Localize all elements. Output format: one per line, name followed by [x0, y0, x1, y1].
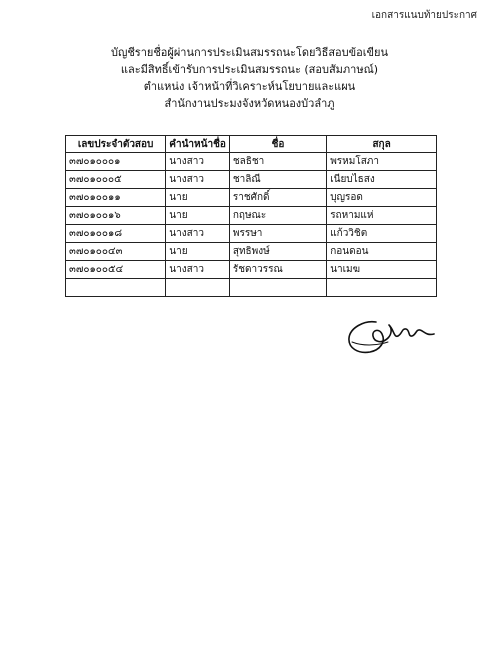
first-name-cell: พรรษา — [229, 225, 326, 243]
surname-cell: กอนดอน — [327, 243, 437, 261]
table-row — [66, 153, 437, 171]
column-header-exam-id: เลขประจำตัวสอบ — [66, 136, 166, 153]
exam-id-cell: ๓๗๐๑๐๐๑๘ — [66, 225, 166, 243]
first-name-cell: รัชดาวรรณ — [229, 261, 326, 279]
document-heading — [0, 44, 499, 112]
title-cell: นางสาว — [166, 261, 230, 279]
exam-id-cell: ๓๗๐๑๐๐๑๖ — [66, 207, 166, 225]
surname-cell: พรหมโสภา — [327, 153, 437, 171]
column-header-surname: สกุล — [327, 136, 437, 153]
table-row — [66, 189, 437, 207]
table-row — [66, 171, 437, 189]
title-cell: นางสาว — [166, 153, 230, 171]
first-name-cell: สุทธิพงษ์ — [229, 243, 326, 261]
table-row-empty — [66, 279, 437, 297]
attachment-note: เอกสารแนบท้ายประกาศ — [371, 10, 477, 21]
first-name-cell: ราชศักดิ์ — [229, 189, 326, 207]
surname-cell: นาเมฆ — [327, 261, 437, 279]
title-cell: นาย — [166, 243, 230, 261]
table-header-row — [66, 136, 437, 153]
title-line-1: บัญชีรายชื่อผู้ผ่านการประเมินสมรรถนะโดยวิธีสอบข้อเขียน — [110, 46, 388, 59]
exam-id-cell: ๓๗๐๑๐๐๑๑ — [66, 189, 166, 207]
exam-id-cell — [66, 279, 166, 297]
surname-cell: บุญรอด — [327, 189, 437, 207]
surname-cell — [327, 279, 437, 297]
handwritten-signature — [342, 312, 442, 362]
table-row — [66, 225, 437, 243]
table-row — [66, 243, 437, 261]
title-cell: นางสาว — [166, 171, 230, 189]
first-name-cell: ชลธิชา — [229, 153, 326, 171]
exam-id-cell: ๓๗๐๑๐๐๔๓ — [66, 243, 166, 261]
title-line-3: ตำแหน่ง เจ้าหน้าที่วิเคราะห์นโยบายและแผน — [143, 80, 356, 93]
title-cell: นาย — [166, 189, 230, 207]
exam-id-cell: ๓๗๐๑๐๐๐๕ — [66, 171, 166, 189]
first-name-cell: ชาลิณี — [229, 171, 326, 189]
exam-id-cell: ๓๗๐๑๐๐๕๔ — [66, 261, 166, 279]
column-header-title: คำนำหน้าชื่อ — [166, 136, 230, 153]
title-line-2: และมีสิทธิ์เข้ารับการประเมินสมรรถนะ (สอบสัมภาษณ์) — [120, 63, 379, 76]
surname-cell: แก้ววิชิต — [327, 225, 437, 243]
candidate-table — [65, 135, 437, 297]
exam-id-cell: ๓๗๐๑๐๐๐๑ — [66, 153, 166, 171]
first-name-cell: กฤษณะ — [229, 207, 326, 225]
title-cell: นาย — [166, 207, 230, 225]
title-line-4: สำนักงานประมงจังหวัดหนองบัวลำภู — [164, 97, 335, 110]
table-row — [66, 261, 437, 279]
title-cell — [166, 279, 230, 297]
column-header-first-name: ชื่อ — [229, 136, 326, 153]
title-cell: นางสาว — [166, 225, 230, 243]
surname-cell: รถหามแห่ — [327, 207, 437, 225]
first-name-cell — [229, 279, 326, 297]
surname-cell: เนียบไธสง — [327, 171, 437, 189]
table-row — [66, 207, 437, 225]
